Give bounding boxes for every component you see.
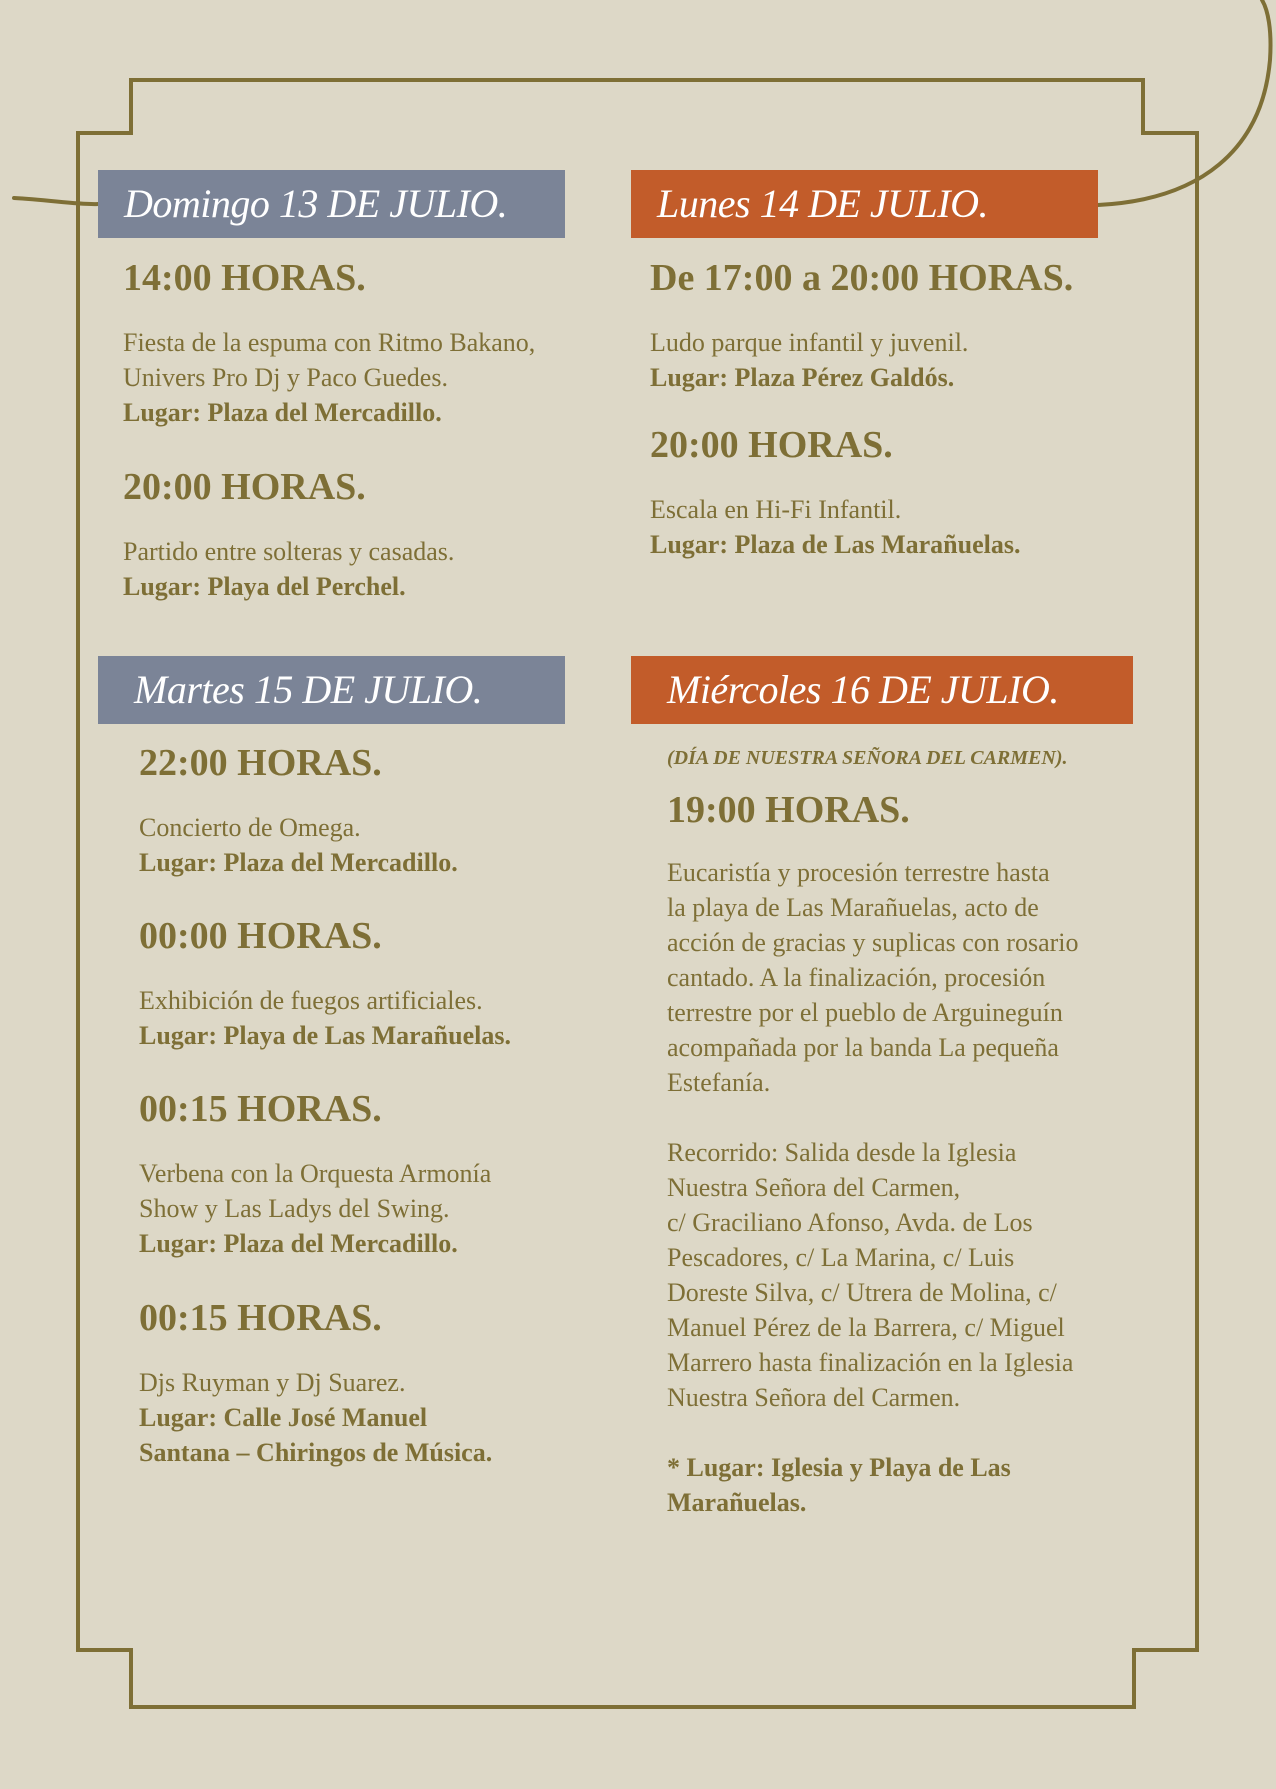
day-header-domingo [98,170,565,238]
decorative-string-left [14,198,98,204]
day-header-miercoles [631,656,1133,724]
event-time: 00:00 HORAS. [139,915,382,957]
day-title-domingo: Domingo 13 DE JULIO. [124,181,508,226]
event-place: Lugar: Plaza Pérez Galdós. [650,363,955,392]
event-description: Ludo parque infantil y juvenil. [650,328,969,357]
event-description: Concierto de Omega. [139,813,361,842]
event-time: De 17:00 a 20:00 HORAS. [650,257,1074,299]
event-description: Partido entre solteras y casadas. [123,537,455,566]
day-schedule-lunes [650,256,1170,562]
event-place: Lugar: Playa del Perchel. [123,572,406,601]
event-description: Djs Ruyman y Dj Suarez. [139,1368,406,1397]
event-time: 19:00 HORAS. [667,789,910,831]
event-time: 00:15 HORAS. [139,1297,382,1339]
event-description: Escala en Hi-Fi Infantil. [650,495,902,524]
event-time: 20:00 HORAS. [650,424,893,466]
feast-note: (DÍA DE NUESTRA SEÑORA DEL CARMEN). [667,747,1068,769]
event-description: Exhibición de fuegos artificiales. [139,986,483,1015]
day-header-lunes [631,170,1098,238]
event-place: Lugar: Plaza del Mercadillo. [123,398,442,427]
event-time: 00:15 HORAS. [139,1088,382,1130]
day-schedule-martes [139,741,619,1470]
day-title-martes: Martes 15 DE JULIO. [134,667,483,712]
event-place: Lugar: Plaza de Las Marañuelas. [650,530,1021,559]
event-time: 22:00 HORAS. [139,742,382,784]
day-schedule-miercoles [667,746,1187,1520]
event-time: 14:00 HORAS. [123,257,366,299]
event-time: 20:00 HORAS. [123,466,366,508]
decorative-string-right [1098,0,1271,205]
event-description: Eucaristía y procesión terrestre hasta la playa de Las Marañuelas, acto de acción de gracias y suplicas con rosario cantado. A la finalización, procesión terrestre por el pueblo de Arguineguín acompañada por la banda La pequeña Estefanía. [667,858,1079,1097]
event-place: Lugar: Plaza del Mercadillo. [139,1229,458,1258]
day-header-martes [98,656,565,724]
event-place: Lugar: Calle José Manuel Santana – Chiringos de Música. [139,1403,493,1467]
event-place: Lugar: Plaza del Mercadillo. [139,848,458,877]
day-title-miercoles: Miércoles 16 DE JULIO. [667,667,1059,712]
event-place: Lugar: Playa de Las Marañuelas. [139,1021,511,1050]
event-description: Verbena con la Orquesta Armonía Show y Las Ladys del Swing. [139,1159,492,1223]
event-place: * Lugar: Iglesia y Playa de Las Marañuelas. [667,1453,1011,1517]
event-description: Fiesta de la espuma con Ritmo Bakano, Univers Pro Dj y Paco Guedes. [123,328,536,392]
day-schedule-domingo [123,256,603,604]
procession-route: Recorrido: Salida desde la Iglesia Nuestra Señora del Carmen, c/ Graciliano Afonso, Avda. de Los Pescadores, c/ La Marina, c/ Luis Doreste Silva, c/ Utrera de Molina, c/ Manuel Pérez de la Barrera, c/ Miguel Marrero hasta finalización en la Iglesia Nuestra Señora del Carmen. [667,1138,1074,1412]
day-title-lunes: Lunes 14 DE JULIO. [657,181,988,226]
